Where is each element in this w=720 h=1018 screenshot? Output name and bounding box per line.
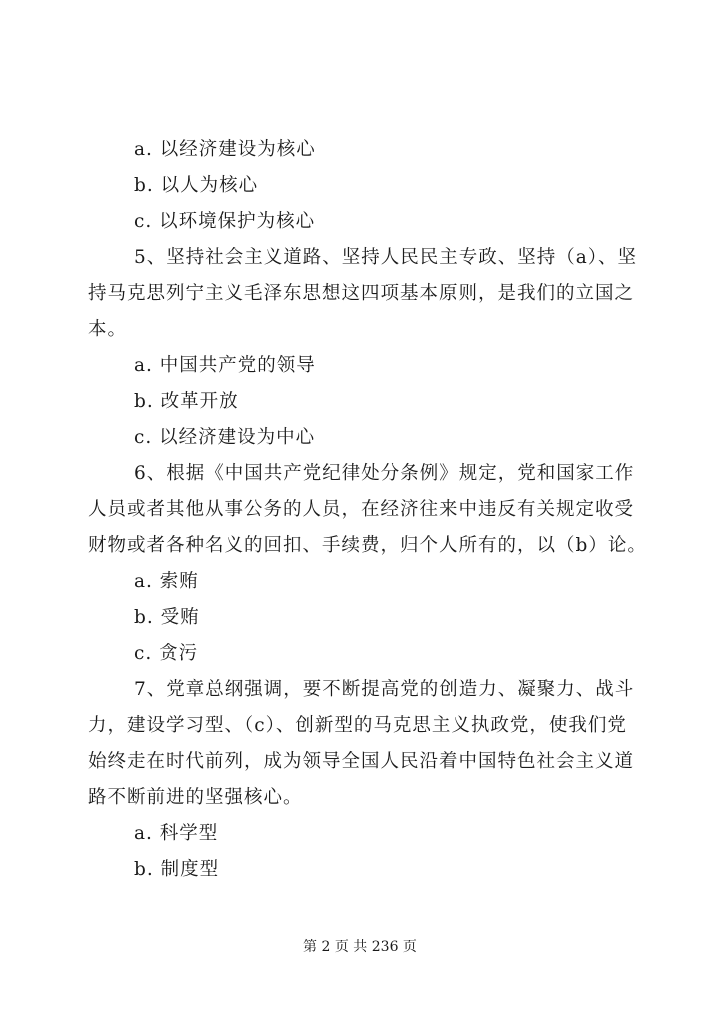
question-7-line-3: 始终走在时代前列，成为领导全国人民沿着中国特色社会主义道 xyxy=(88,751,635,772)
question-6-line-1: 6、根据《中国共产党纪律处分条例》规定，党和国家工作 xyxy=(134,463,635,484)
option-b-q6: b. 受贿 xyxy=(134,607,200,628)
option-c-q6: c. 贪污 xyxy=(134,643,199,664)
option-c-q5: c. 以经济建设为中心 xyxy=(134,427,316,448)
option-c-q4: c. 以环境保护为核心 xyxy=(134,211,316,232)
option-b-q5: b. 改革开放 xyxy=(134,391,239,412)
question-5-line-2: 持马克思列宁主义毛泽东思想这四项基本原则，是我们的立国之 xyxy=(88,283,635,304)
option-a-q7: a. 科学型 xyxy=(134,823,219,844)
question-7-line-4: 路不断前进的坚强核心。 xyxy=(88,787,303,808)
option-b-q4: b. 以人为核心 xyxy=(134,175,259,196)
question-6-line-2: 人员或者其他从事公务的人员，在经济往来中违反有关规定收受 xyxy=(88,499,635,520)
question-7-line-2: 力，建设学习型、（c）、创新型的马克思主义执政党，使我们党 xyxy=(88,715,627,736)
page-footer xyxy=(0,938,720,956)
option-a-q4: a. 以经济建设为核心 xyxy=(134,139,316,160)
question-5-line-1: 5、坚持社会主义道路、坚持人民民主专政、坚持（a）、坚 xyxy=(134,247,638,268)
option-a-q5: a. 中国共产党的领导 xyxy=(134,355,316,376)
option-b-q7: b. 制度型 xyxy=(134,859,220,880)
option-a-q6: a. 索贿 xyxy=(134,571,199,592)
question-6-line-3: 财物或者各种名义的回扣、手续费，归个人所有的，以（b）论。 xyxy=(88,535,647,556)
question-5-line-3: 本。 xyxy=(88,319,128,340)
page-number-label: 第 2 页 共 236 页 xyxy=(303,939,417,955)
question-7-line-1: 7、党章总纲强调，要不断提高党的创造力、凝聚力、战斗 xyxy=(134,679,635,700)
